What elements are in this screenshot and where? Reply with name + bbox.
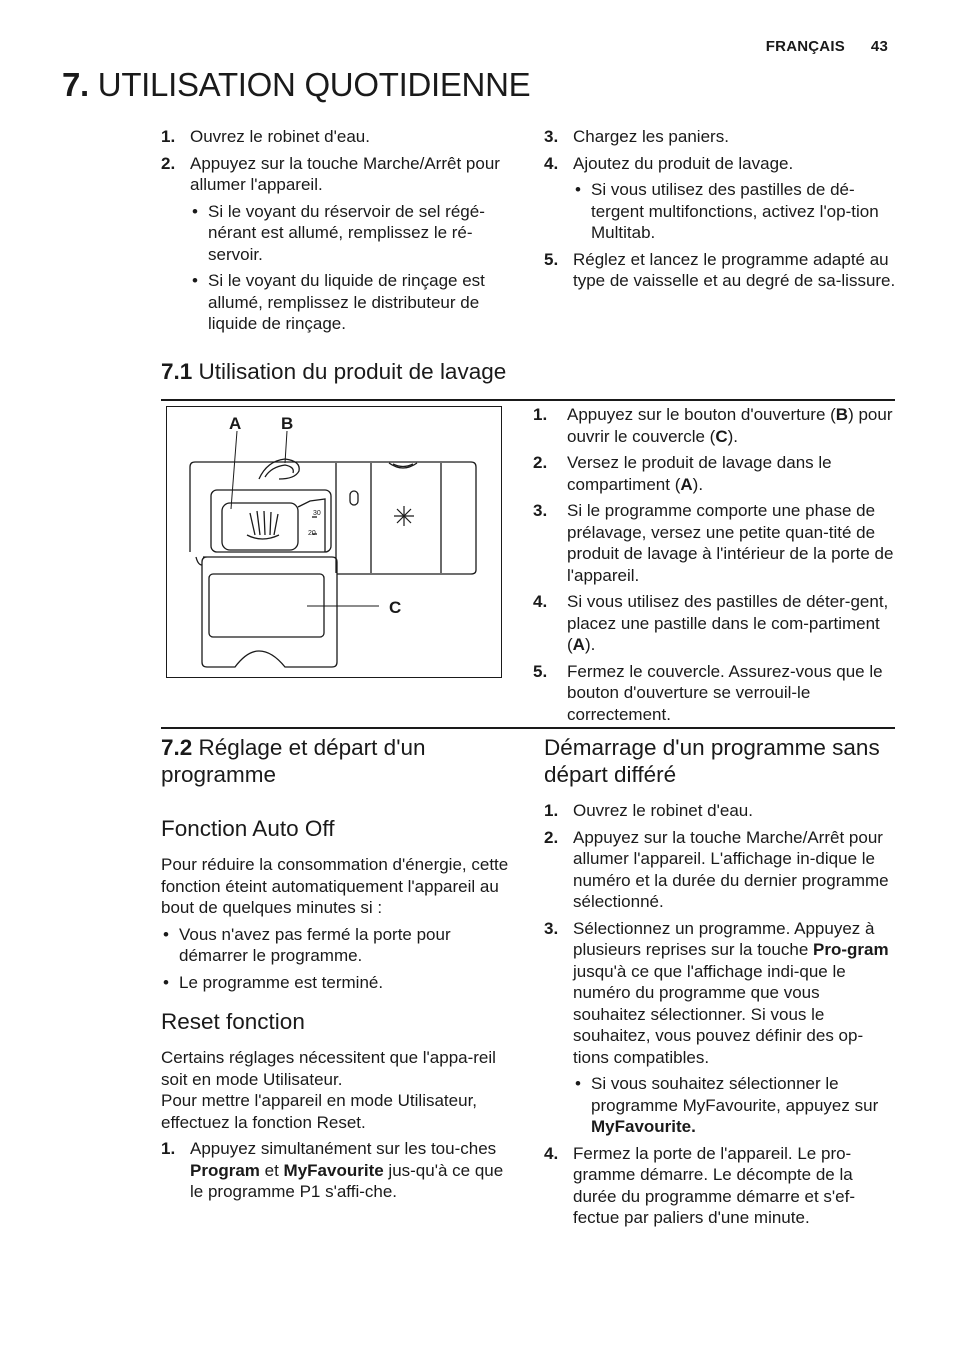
bullet-item: • Si le voyant du réservoir de sel régé-nérant est allumé, remplissez le ré-servoir. [190,201,513,266]
start-no-delay-heading: Démarrage d'un programme sans départ différé [544,735,880,787]
figure-label-a: A [229,414,242,433]
bullet-item: • Vous n'avez pas fermé la porte pour démarrer le programme. [161,924,516,967]
chapter-number: 7. [62,66,89,103]
intro-left-column [161,126,513,340]
list-item: 1. Appuyez sur le bouton d'ouverture (B) pour ouvrir le couvercle (C). [533,405,893,446]
bullet-item: • Si vous souhaitez sélectionner le programme MyFavourite, appuyez sur MyFavourite. [573,1073,896,1138]
language-label: FRANÇAIS [765,38,845,55]
auto-off-text: Pour réduire la consommation d'énergie, cette fonction éteint automatiquement l'appareil au bout de quelques minutes si : [161,855,509,917]
bullet-item: • Si le voyant du liquide de rinçage est allumé, remplissez le distributeur de liquide de rinçage. [190,270,513,335]
list-item: 2. Versez le produit de lavage dans le compartiment (A). [533,453,832,494]
reset-text-2: Pour mettre l'appareil en mode Utilisateur, effectuez la fonction Reset. [161,1091,478,1132]
figure-mark-20: 20 [308,530,316,537]
bullet-item: • Si vous utilisez des pastilles de dé-tergent multifonctions, activez l'op-tion Multitab. [573,179,896,244]
list-item: 1. Ouvrez le robinet d'eau. [544,801,753,820]
list-item: 5. Fermez le couvercle. Assurez-vous que le bouton d'ouverture se verrouil-le correctement. [533,661,883,724]
list-item: 1. Ouvrez le robinet d'eau. [161,127,370,146]
list-item: 5. Réglez et lancez le programme adapté au type de vaisselle et au degré de sa-lissure. [544,249,896,290]
section-rule [161,399,895,401]
list-item: 3. Si le programme comporte une phase de prélavage, versez une petite quan-tité de produit de lavage à l'intérieur de la porte de l'appareil. [533,501,894,585]
figure-label-b: B [281,414,294,433]
list-item: 4. Ajoutez du produit de lavage. • Si vous utilisez des pastilles de dé-tergent multifonctions, activez l'op-tion Multitab. [544,153,896,244]
page-number: 43 [870,38,888,55]
list-item: 4. Fermez la porte de l'appareil. Le pro-gramme démarre. Le décompte de la durée du programme démarre et s'ef-fectue par paliers d'une minute. [544,1143,855,1227]
chapter-title-text: UTILISATION QUOTIDIENNE [97,66,531,103]
start-no-delay-column [544,734,896,1234]
list-item: 3. Sélectionnez un programme. Appuyez à plusieurs reprises sur la touche Pro-gram jusqu'à ce que l'affichage indi-que le numéro du programme que vous souhaitez sélectionner. Si vous le souhaitez, vous pouvez définir des op-tions compatibles. • Si vous souhaitez sélectionner le programme MyFavourite, appuyez sur MyFavourite. [544,918,896,1138]
list-item: 2. Appuyez sur la touche Marche/Arrêt pour allumer l'appareil. • Si le voyant du réservoir de sel régé-nérant est allumé, remplissez le ré-servoir. • Si le voyant du liquide de rinçage est allumé, remplissez le distributeur de liquide de rinçage. [161,153,513,335]
reset-heading: Reset fonction [161,1009,305,1034]
section-7-2-column [161,734,516,1208]
list-item: 3. Chargez les paniers. [544,127,729,146]
reset-text-1: Certains réglages nécessitent que l'appa-reil soit en mode Utilisateur. [161,1048,496,1089]
auto-off-heading: Fonction Auto Off [161,816,335,841]
section-heading-7-1: 7.1 Utilisation du produit de lavage [161,359,507,384]
list-item: 1. Appuyez simultanément sur les tou-ches Program et MyFavourite jus-qu'à ce que le programme P1 s'affi-che. [161,1139,504,1201]
bullet-item: • Le programme est terminé. [161,972,516,994]
dispenser-illustration [167,407,501,677]
figure-label-c: C [389,598,402,617]
section-heading-7-2: 7.2 Réglage et départ d'un programme [161,735,426,787]
intro-right-column [544,126,896,297]
chapter-title [62,66,530,104]
detergent-dispenser-figure [166,406,502,678]
figure-mark-30: 30 [313,510,321,517]
list-item: 2. Appuyez sur la touche Marche/Arrêt pour allumer l'appareil. L'affichage in-dique le numéro et la durée du dernier programme sélectionné. [544,827,889,911]
section-rule [161,727,895,729]
section-7-1-steps [533,404,895,730]
list-item: 4. Si vous utilisez des pastilles de déter-gent, placez une pastille dans le com-partiment (A). [533,592,889,654]
page-header [740,38,888,55]
